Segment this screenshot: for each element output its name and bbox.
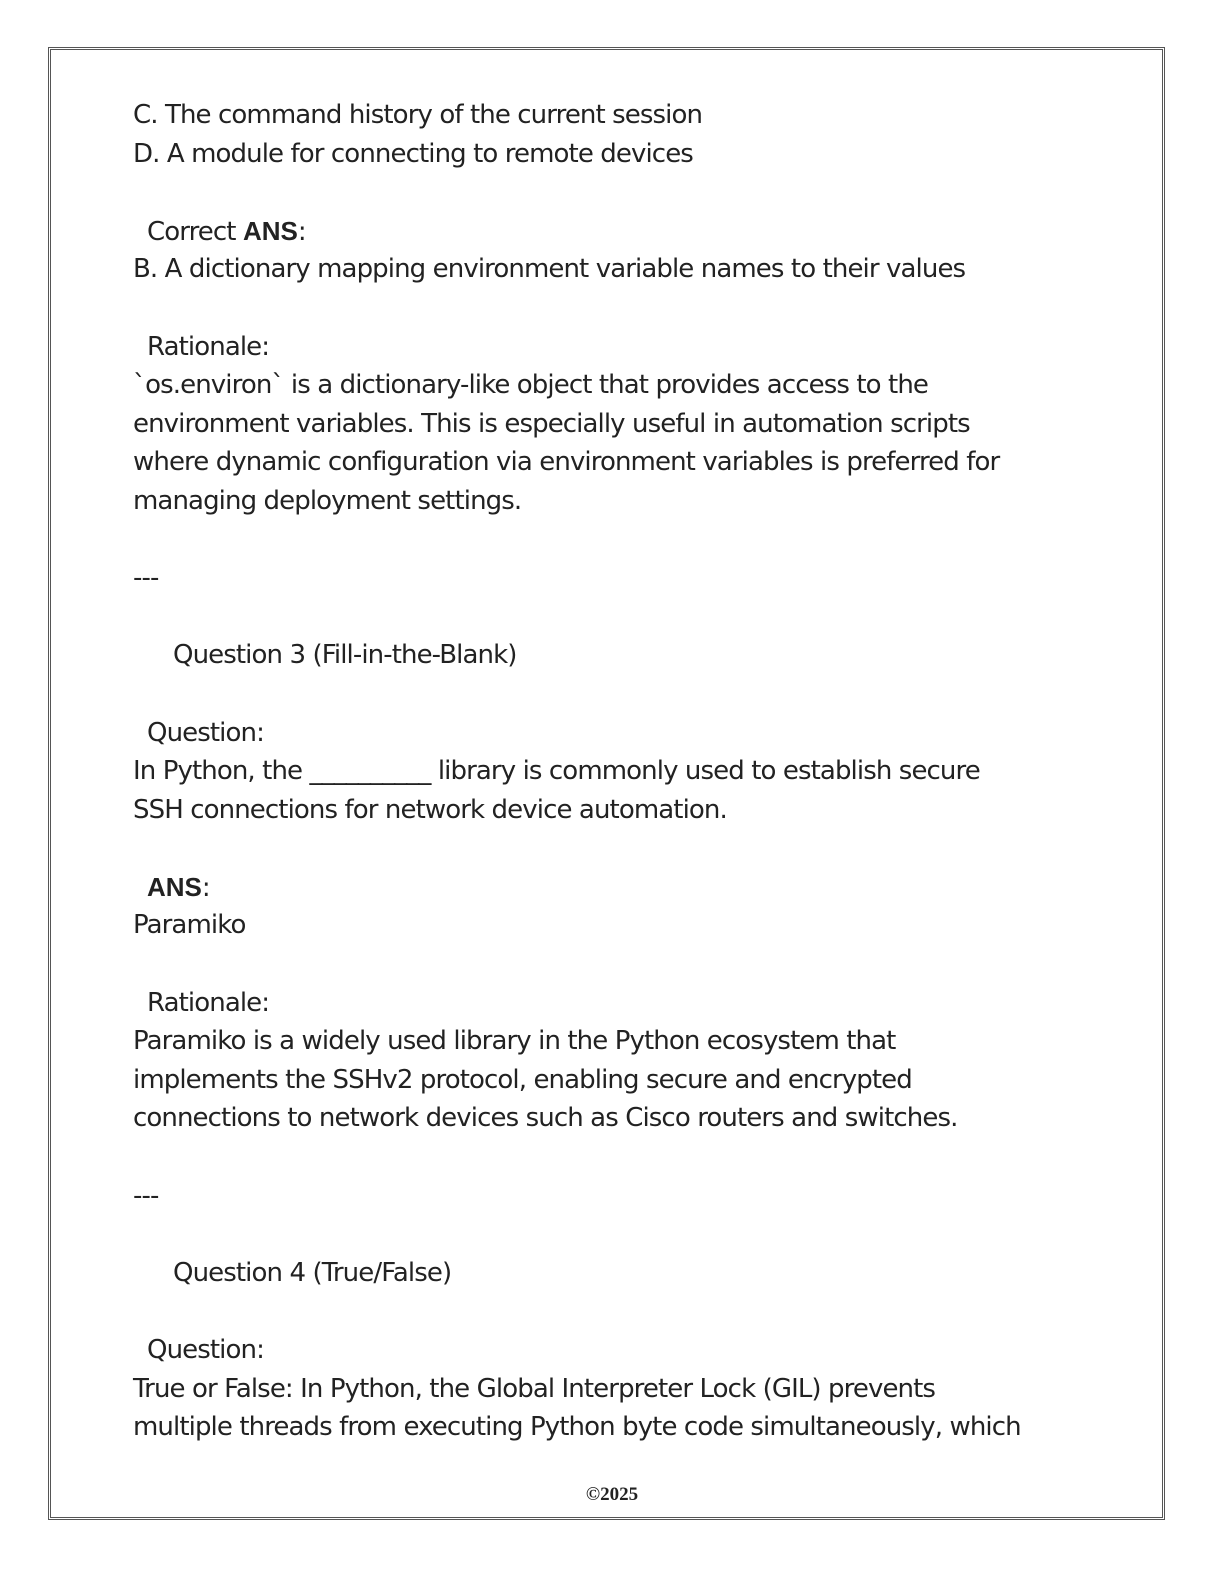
- question-4-title: Question 4 (True/False): [173, 1257, 452, 1288]
- question-label: Question:: [147, 1335, 264, 1365]
- correct-answer-label: [133, 212, 1133, 251]
- question-3-title: Question 3 (Fill-in-the-Blank): [173, 640, 517, 671]
- rationale-text-line: where dynamic configuration via environment variables is preferred for: [133, 447, 1000, 478]
- ans-bold: ANS: [242, 215, 298, 246]
- question-text-line: SSH connections for network device automation.: [133, 794, 727, 825]
- rationale-text-line: Paramiko is a widely used library in the Python ecosystem that: [133, 1026, 896, 1057]
- separator: ---: [133, 563, 159, 594]
- answer-label: [133, 868, 1133, 907]
- colon: :: [297, 216, 306, 247]
- answer-text: B. A dictionary mapping environment variable names to their values: [133, 254, 966, 285]
- rationale-text-line: connections to network devices such as Cisco routers and switches.: [133, 1103, 958, 1134]
- option-c: C. The command history of the current session: [133, 100, 703, 130]
- rationale-text-line: `os.environ` is a dictionary-like object that provides access to the: [133, 370, 929, 401]
- colon: :: [201, 872, 210, 903]
- rationale-label: Rationale:: [147, 331, 270, 362]
- rationale-text-line: environment variables. This is especially useful in automation scripts: [133, 408, 970, 439]
- correct-prefix: Correct: [147, 216, 243, 247]
- ans-bold: ANS: [147, 871, 202, 902]
- answer-text: Paramiko: [133, 910, 246, 941]
- option-d: D. A module for connecting to remote devices: [133, 138, 693, 169]
- question-text-line: multiple threads from executing Python byte code simultaneously, which: [133, 1412, 1021, 1443]
- rationale-label: Rationale:: [147, 987, 270, 1018]
- copyright-footer: ©2025: [585, 1484, 639, 1505]
- question-label: Question:: [147, 717, 264, 748]
- rationale-text-line: managing deployment settings.: [133, 485, 522, 516]
- separator: ---: [133, 1180, 159, 1211]
- question-text-line: True or False: In Python, the Global Interpreter Lock (GIL) prevents: [133, 1373, 936, 1404]
- document-body: [133, 96, 1133, 1447]
- rationale-text-line: implements the SSHv2 protocol, enabling secure and encrypted: [133, 1064, 912, 1095]
- question-text-line: In Python, the __________ library is commonly used to establish secure: [133, 756, 980, 787]
